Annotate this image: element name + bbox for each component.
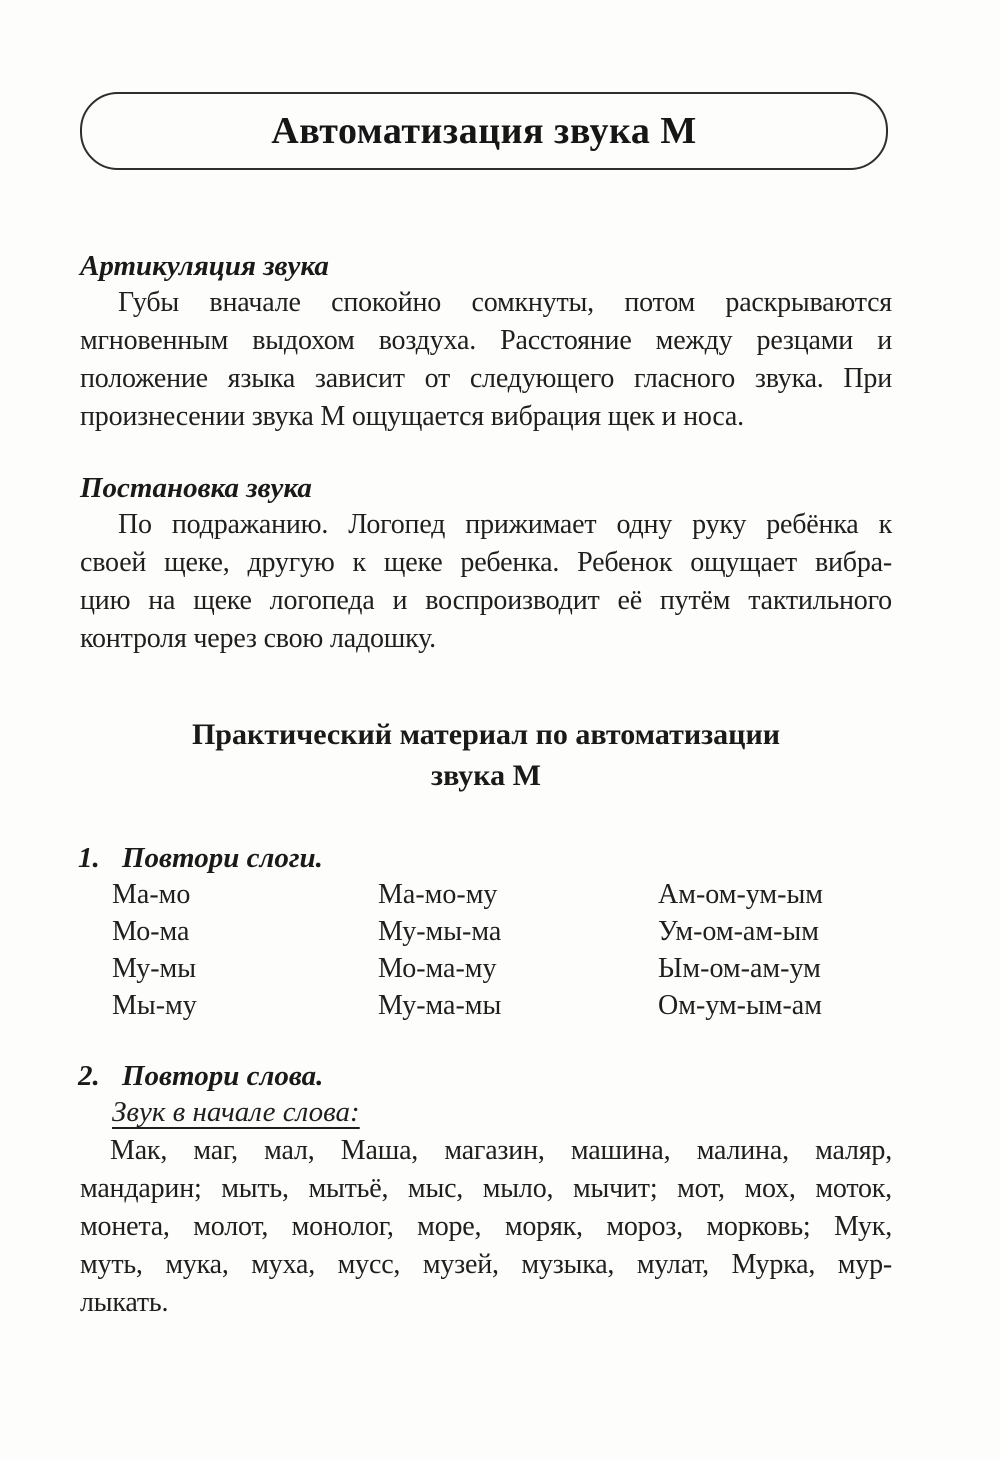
- postanovka-heading: Постановка звука: [80, 472, 312, 504]
- syllable-item: Ым-ом-ам-ум: [658, 953, 821, 984]
- text-line: своей щеке, другую к щеке ребенка. Ребенок ощущает вибра-: [80, 547, 892, 578]
- syllable-column-1: [112, 876, 197, 1024]
- practical-heading-line: Практический материал по автоматизации: [191, 718, 781, 751]
- exercise-1-heading: [78, 842, 323, 875]
- syllable-item: Ма-мо-му: [378, 879, 498, 910]
- syllable-item: Ум-ом-ам-ым: [658, 916, 819, 947]
- articulation-heading: Артикуляция звука: [80, 250, 329, 282]
- text-line: лыкать.: [80, 1287, 169, 1318]
- syllable-item: Ом-ум-ым-ам: [658, 990, 822, 1021]
- articulation-paragraph: [80, 284, 892, 436]
- words-paragraph: [80, 1132, 892, 1322]
- text-line: муть, мука, муха, мусс, музей, музыка, мулат, Мурка, мур-: [80, 1249, 892, 1280]
- exercise-1-title: Повтори слоги.: [122, 842, 323, 874]
- syllable-item: Ма-мо: [112, 879, 191, 910]
- exercise-2-number: 2.: [78, 1060, 100, 1092]
- syllable-item: Мо-ма-му: [378, 953, 497, 984]
- exercise-2-title: Повтори слова.: [122, 1060, 324, 1092]
- syllable-item: Му-мы: [112, 953, 197, 984]
- exercise-2-heading: [78, 1060, 323, 1093]
- page-title-box: [80, 92, 888, 170]
- text-line: По подражанию. Логопед прижимает одну руку ребёнка к: [118, 509, 892, 540]
- exercise-1-number: 1.: [78, 842, 100, 874]
- postanovka-paragraph: [80, 506, 892, 658]
- page-title: Автоматизация звука М: [271, 110, 697, 152]
- text-line: произнесении звука М ощущается вибрация щек и носа.: [80, 401, 744, 432]
- text-line: положение языка зависит от следующего гласного звука. При: [80, 363, 892, 394]
- syllable-column-3: [658, 876, 823, 1024]
- syllable-item: Мо-ма: [112, 916, 190, 947]
- practical-heading-line: звука М: [431, 759, 541, 792]
- syllable-item: Му-ма-мы: [378, 990, 502, 1021]
- text-line: мандарин; мыть, мытьё, мыс, мыло, мычит; мот, мох, моток,: [80, 1173, 892, 1204]
- text-line: Губы вначале спокойно сомкнуты, потом раскрываются: [118, 287, 892, 318]
- text-line: мгновенным выдохом воздуха. Расстояние между резцами и: [80, 325, 892, 356]
- text-line: контроля через свою ладошку.: [80, 623, 436, 654]
- text-line: монета, молот, монолог, море, моряк, мороз, морковь; Мук,: [80, 1211, 892, 1242]
- syllable-column-2: [378, 876, 501, 1024]
- practical-material-heading: [80, 714, 892, 796]
- syllable-item: Мы-му: [112, 990, 197, 1021]
- syllable-item: Ам-ом-ум-ым: [658, 879, 823, 910]
- syllable-item: Му-мы-ма: [378, 916, 502, 947]
- text-line: Мак, маг, мал, Маша, магазин, машина, малина, маляр,: [110, 1135, 892, 1166]
- word-position-subheading: Звук в начале слова:: [112, 1096, 360, 1128]
- text-line: цию на щеке логопеда и воспроизводит её путём тактильного: [80, 585, 892, 616]
